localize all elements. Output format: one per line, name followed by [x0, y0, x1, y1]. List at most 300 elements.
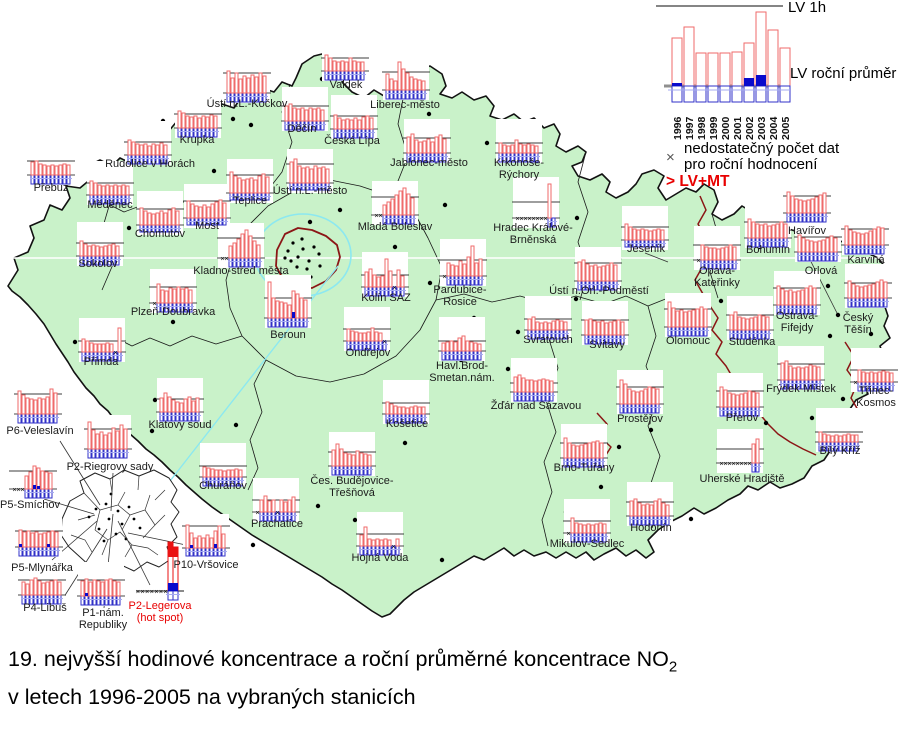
hourly-bar — [798, 235, 801, 252]
station-label: Svitavy — [589, 339, 625, 351]
hourly-bar — [362, 117, 365, 129]
hourly-bar — [117, 582, 120, 596]
hourly-bar — [219, 470, 222, 477]
hourly-bar — [803, 201, 806, 213]
hourly-bar — [300, 298, 303, 318]
no-data-mark: × — [140, 587, 145, 596]
station-label: Pardubice-Rosice — [433, 284, 487, 308]
hourly-bar — [253, 241, 256, 258]
prague-station-dot — [318, 264, 321, 267]
hourly-bar — [818, 241, 821, 252]
annual-bar — [803, 213, 806, 222]
hourly-bar — [406, 408, 409, 414]
no-data-mark: × — [539, 213, 544, 223]
hourly-bar — [35, 532, 38, 547]
hourly-bar — [186, 525, 189, 548]
station-dot — [251, 543, 255, 547]
station-dot — [841, 397, 845, 401]
hourly-bar — [571, 518, 574, 533]
station-dot — [403, 441, 407, 445]
station-dot — [485, 141, 489, 145]
hourly-bar — [337, 62, 340, 71]
hourly-bar — [849, 230, 852, 245]
hourly-bar — [724, 390, 727, 407]
hourly-bar — [348, 454, 351, 466]
annual-bar — [43, 547, 46, 556]
annual-bar — [466, 351, 469, 360]
hourly-bar — [466, 341, 469, 351]
hourly-bar — [22, 582, 25, 595]
hourly-bar — [478, 344, 481, 351]
annual-bar — [356, 466, 359, 475]
annual-bar — [288, 318, 291, 327]
hourly-bar — [527, 144, 530, 153]
station-label: Bílý Kříž — [819, 445, 861, 457]
hourly-bar — [750, 318, 753, 330]
annual-bar — [31, 547, 34, 556]
hourly-bar — [411, 134, 414, 153]
hourly-bar — [55, 166, 58, 175]
hourly-bar — [385, 259, 388, 287]
hourly-bar — [39, 534, 42, 547]
hourly-bar — [447, 263, 450, 276]
hourly-bar — [231, 470, 234, 477]
hourly-bar — [284, 502, 287, 512]
legend-hourly-bar — [708, 53, 718, 86]
hourly-bar — [344, 453, 347, 466]
hourly-bar — [603, 524, 606, 533]
annual-bar — [336, 466, 339, 475]
station-label: Prachatice — [251, 518, 303, 530]
hourly-bar — [360, 535, 363, 546]
station-dot — [599, 485, 603, 489]
annual-exceed — [37, 486, 40, 489]
hourly-bar — [136, 144, 139, 155]
station-label: Churáňov — [199, 480, 247, 492]
hourly-bar — [104, 246, 107, 256]
hourly-bar — [268, 501, 271, 512]
hourly-bar — [222, 534, 225, 548]
station-dot — [506, 367, 510, 371]
station-dot — [649, 428, 653, 432]
annual-bar — [37, 489, 40, 498]
station-label: Jeseník — [627, 243, 665, 255]
hourly-bar — [296, 294, 299, 318]
hourly-bar — [257, 245, 260, 258]
hourly-bar — [227, 470, 230, 477]
hourly-bar — [552, 321, 555, 330]
no-data-mark: × — [374, 210, 379, 220]
hourly-bar — [340, 449, 343, 466]
hourly-bar — [852, 284, 855, 298]
legend-lv1h-label: LV 1h — [788, 0, 827, 16]
hourly-bar — [67, 165, 70, 175]
annual-bar — [280, 318, 283, 327]
annual-bar — [272, 318, 275, 327]
hourly-bar — [94, 183, 97, 195]
no-data-mark: × — [523, 213, 528, 223]
hourly-bar — [475, 263, 478, 276]
annual-bar — [873, 245, 876, 254]
hourly-bar — [380, 540, 383, 546]
hourly-bar — [881, 228, 884, 245]
hourly-bar — [334, 115, 337, 129]
station-chart — [15, 530, 63, 556]
hourly-bar — [602, 266, 605, 281]
hourly-bar — [851, 435, 854, 442]
hourly-bar — [789, 366, 792, 380]
station-label: Plzeň-Doubravka — [130, 306, 216, 318]
annual-bar — [96, 449, 99, 458]
hourly-bar — [37, 468, 40, 489]
hourly-bar — [144, 144, 147, 155]
hourly-bar — [254, 180, 257, 193]
station-label: Hradec Králové-Brněnská — [493, 222, 573, 246]
annual-bar — [856, 298, 859, 307]
hourly-bar — [730, 315, 733, 330]
annual-bar — [116, 449, 119, 458]
annual-bar — [104, 449, 107, 458]
hourly-bar — [831, 436, 834, 442]
station-label: Kladno-střed města — [193, 265, 289, 277]
hourly-bar — [752, 392, 755, 407]
station-dot — [440, 558, 444, 562]
hourly-bar — [398, 407, 401, 414]
hourly-bar — [336, 444, 339, 466]
station-label: Žďár nad Sázavou — [490, 400, 582, 412]
annual-bar — [648, 404, 651, 413]
annual-bar — [120, 449, 123, 458]
hourly-bar — [658, 499, 661, 516]
hourly-bar — [43, 533, 46, 547]
hourly-bar — [819, 195, 822, 213]
hourly-bar — [729, 245, 732, 260]
hourly-bar — [148, 213, 151, 225]
hourly-bar — [218, 526, 221, 548]
hourly-bar — [366, 116, 369, 129]
annual-bar — [450, 351, 453, 360]
annual-bar — [857, 245, 860, 254]
hourly-bar — [152, 214, 155, 225]
station-dot — [231, 117, 235, 121]
hourly-bar — [233, 243, 236, 258]
hourly-bar — [458, 338, 461, 351]
inset-station-dot — [133, 518, 136, 521]
hourly-bar — [231, 78, 234, 93]
caption-line1: 19. nejvyšší hodinové koncentrace a roční průměrné koncentrace NO — [8, 647, 669, 671]
legend-year-label: 1999 — [708, 116, 720, 140]
inset-station-dot — [128, 506, 131, 509]
hourly-bar — [92, 245, 95, 256]
hourly-bar — [880, 280, 883, 298]
hourly-bar — [523, 145, 526, 153]
hourly-bar — [30, 580, 33, 595]
annual-bar — [30, 414, 33, 423]
hourly-bar — [258, 176, 261, 193]
hourly-bar — [118, 328, 121, 352]
station-label: Beroun — [270, 329, 306, 341]
annual-bar — [720, 407, 723, 416]
hourly-bar — [241, 234, 244, 258]
hourly-bar — [251, 75, 254, 93]
hourly-bar — [395, 195, 398, 215]
hourly-bar — [435, 137, 438, 153]
hourly-bar — [617, 320, 620, 335]
hourly-bar — [514, 377, 517, 392]
hourly-bar — [54, 580, 57, 595]
station-label: Karviná — [847, 254, 885, 266]
station-label: Ostrava-Fifejdy — [775, 310, 819, 334]
station-label: Krupka — [179, 134, 215, 146]
hourly-bar — [811, 199, 814, 213]
hourly-bar — [632, 391, 635, 404]
hourly-bar — [46, 582, 49, 595]
station-label: Hodonín — [630, 522, 672, 534]
legend-sample-chart — [664, 12, 790, 102]
hourly-bar — [182, 113, 185, 128]
hourly-bar — [809, 365, 812, 380]
annual-bar — [35, 547, 38, 556]
hourly-bar — [203, 467, 206, 477]
hourly-bar — [399, 191, 402, 215]
hourly-bar — [353, 61, 356, 71]
prague-station-dot — [301, 247, 304, 250]
annual-bar — [815, 213, 818, 222]
hourly-bar — [144, 211, 147, 225]
hourly-bar — [410, 407, 413, 414]
hourly-bar — [760, 225, 763, 238]
annual-bar — [422, 90, 425, 99]
prague-station-dot — [291, 241, 294, 244]
hourly-bar — [768, 226, 771, 238]
hourly-bar — [306, 167, 309, 183]
annual-bar — [117, 596, 120, 605]
hourly-bar — [805, 367, 808, 380]
hourly-bar — [120, 425, 123, 449]
station-chart — [14, 389, 62, 423]
hourly-bar — [238, 178, 241, 193]
hourly-bar — [732, 394, 735, 407]
hourly-bar — [668, 302, 671, 327]
hourly-bar — [877, 227, 880, 245]
hourly-bar — [827, 435, 830, 442]
hourly-bar — [80, 241, 83, 256]
hourly-bar — [869, 231, 872, 245]
station-label: Studénka — [728, 336, 776, 348]
station-label: Ústí n.Orl.-Podměstí — [549, 285, 649, 297]
station-label: Přimda — [83, 356, 119, 368]
annual-bar — [656, 404, 659, 413]
hourly-bar — [764, 224, 767, 238]
hourly-bar — [598, 267, 601, 281]
station-label: Brno-Tuřany — [553, 462, 615, 474]
hourly-bar — [22, 395, 25, 414]
hourly-bar — [189, 290, 192, 303]
annual-bar — [364, 466, 367, 475]
hourly-bar — [728, 393, 731, 407]
hourly-bar — [785, 291, 788, 305]
annual-bar — [304, 318, 307, 327]
hourly-bar — [84, 244, 87, 256]
hourly-bar — [58, 582, 61, 595]
hourly-bar — [156, 145, 159, 155]
hourly-bar — [239, 79, 242, 93]
hourly-bar — [614, 265, 617, 281]
hourly-bar — [862, 372, 865, 382]
hourly-bar — [807, 200, 810, 213]
hourly-bar — [126, 186, 129, 195]
hourly-bar — [411, 198, 414, 215]
hourly-bar — [313, 109, 316, 121]
hourly-bar — [781, 363, 784, 380]
hourly-bar — [789, 290, 792, 305]
hourly-bar — [381, 276, 384, 287]
hourly-bar — [260, 500, 263, 512]
legend-hourly-bar — [756, 12, 766, 86]
station-label: Valdek — [329, 79, 363, 91]
hourly-bar — [341, 61, 344, 71]
annual-exceed — [19, 544, 22, 547]
hourly-bar — [813, 288, 816, 305]
legend-annual-exceed — [672, 83, 682, 86]
hourly-bar — [367, 332, 370, 341]
hourly-bar — [853, 232, 856, 245]
station-label: Kolín SAZ — [361, 292, 411, 304]
no-data-mark: × — [378, 210, 383, 220]
hourly-bar — [802, 238, 805, 252]
hourly-bar — [568, 443, 571, 458]
hourly-bar — [752, 444, 755, 463]
legend-note-line1: nedostatečný počet dat — [684, 140, 840, 157]
hourly-bar — [442, 343, 445, 351]
hourly-bar — [583, 525, 586, 533]
station-dot — [443, 203, 447, 207]
hourly-bar — [160, 211, 163, 225]
hourly-bar — [882, 371, 885, 382]
annual-bar — [398, 90, 401, 99]
hourly-bar — [640, 391, 643, 404]
hourly-bar — [116, 431, 119, 449]
annual-bar — [756, 463, 759, 472]
hourly-bar — [97, 581, 100, 596]
station-label: Přebuz — [33, 182, 69, 194]
hourly-bar — [245, 230, 248, 258]
hourly-bar — [402, 69, 405, 90]
hourly-bar — [605, 323, 608, 335]
legend-hourly-bar — [696, 53, 706, 86]
hourly-bar — [801, 368, 804, 380]
hourly-bar — [176, 402, 179, 412]
hourly-bar — [890, 373, 893, 382]
hourly-bar — [564, 322, 567, 330]
annual-bar — [173, 591, 178, 600]
hourly-bar — [511, 145, 514, 153]
hourly-bar — [164, 145, 167, 155]
station-dot — [516, 330, 520, 334]
hourly-bar — [878, 372, 881, 382]
hourly-bar — [654, 501, 657, 516]
hourly-bar — [96, 246, 99, 256]
hourly-bar — [63, 164, 66, 175]
hourly-bar — [168, 397, 171, 412]
hourly-bar — [177, 287, 180, 303]
hourly-bar — [305, 110, 308, 121]
hourly-bar — [638, 503, 641, 516]
hourly-bar — [314, 166, 317, 183]
hourly-bar — [263, 76, 266, 93]
station-dot — [153, 398, 157, 402]
hourly-bar — [809, 286, 812, 305]
station-label: P5-Mlynářka — [11, 562, 73, 574]
hourly-bar — [579, 524, 582, 533]
legend-annual-bar — [672, 86, 682, 102]
hourly-bar — [165, 291, 168, 303]
annual-bar — [26, 414, 29, 423]
hourly-bar — [325, 55, 328, 71]
hourly-bar — [756, 224, 759, 238]
prague-station-dot — [307, 259, 310, 262]
no-data-mark: × — [739, 458, 744, 468]
hourly-bar — [34, 578, 37, 595]
hourly-bar — [108, 245, 111, 256]
hourly-bar — [542, 379, 545, 392]
hourly-bar — [185, 288, 188, 303]
hourly-bar — [386, 402, 389, 414]
annual-bar — [830, 252, 833, 261]
annual-bar — [644, 404, 647, 413]
legend-annual-bar — [708, 86, 718, 102]
hourly-bar — [470, 342, 473, 351]
station-dot — [212, 169, 216, 173]
hourly-bar — [414, 79, 417, 90]
hourly-bar — [39, 164, 42, 175]
no-data-mark: × — [535, 213, 540, 223]
hourly-bar — [237, 239, 240, 258]
hourly-bar — [360, 453, 363, 466]
hourly-bar — [797, 291, 800, 305]
annual-bar — [822, 252, 825, 261]
station-label: Chomutov — [134, 228, 186, 240]
station-label: Rudolice v Horách — [105, 158, 195, 170]
inset-station-dot — [88, 516, 91, 519]
station-dot — [689, 517, 693, 521]
annual-bar — [50, 414, 53, 423]
no-data-mark: × — [392, 282, 397, 292]
no-data-mark: × — [382, 336, 387, 346]
hourly-bar — [387, 202, 390, 215]
hourly-bar — [214, 116, 217, 128]
no-data-mark: × — [158, 587, 164, 596]
annual-bar — [872, 298, 875, 307]
hourly-bar — [791, 196, 794, 213]
hourly-bar — [358, 120, 361, 129]
station-label: Jablonec-město — [390, 157, 468, 169]
hourly-bar — [584, 444, 587, 458]
prague-station-dot — [283, 256, 286, 259]
annual-bar — [632, 404, 635, 413]
hourly-bar — [823, 193, 826, 213]
station-label: Český Těšín — [842, 312, 874, 336]
hourly-bar — [621, 322, 624, 335]
hourly-bar — [54, 393, 57, 414]
annual-bar — [42, 414, 45, 423]
hourly-bar — [587, 524, 590, 533]
hourly-bar — [572, 445, 575, 458]
station-label: Měděnec — [87, 199, 133, 211]
inset-station-dot — [139, 527, 142, 530]
hourly-bar — [415, 140, 418, 153]
station-label: Opava-Kateřinky — [694, 265, 740, 289]
